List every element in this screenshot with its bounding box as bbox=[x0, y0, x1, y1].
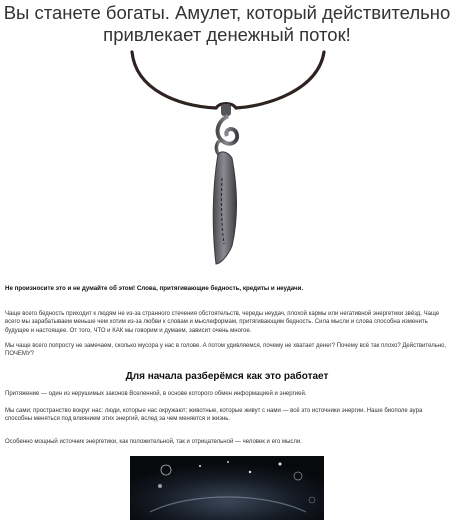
paragraph-3: Притяжение — один из нерушимых законов Вселенной, в основе которого обмен информацией и энергией. bbox=[5, 391, 307, 397]
amulet-illustration bbox=[128, 50, 326, 268]
amulet-hero-image bbox=[128, 50, 326, 268]
paragraph-4: Мы сами; пространство вокруг нас: люди, которые нас окружают; животные, которые живут с нами — всё это источники энергии. Наше биополе аура способны меняться под влиянием этих энергий, вслед за чем меняется и жизнь. bbox=[5, 408, 423, 423]
article-headline: Вы станете богаты. Амулет, который действительно привлекает денежный поток! bbox=[3, 2, 451, 45]
paragraph-1: Чаще всего бедность приходит к людям не из-за странного стечения обстоятельств, череды неудач, плохой кармы или негативной энергетики звёзд. Чаще всего мы зарабатываем меньше чем хотим из-за любви к словам и мыслеформам, притягивающим бедность. Сила мысли и слова способна изменить будущее и настоящее. От того, ЧТО и КАК мы говорим и думаем, зависит очень многое. bbox=[5, 311, 440, 334]
paragraph-2: Мы чаще всего попросту не замечаем, сколько мусора у нас в голове. А потом удивляемся, почему не хватает денег? Почему всё так плохо? Действительно, ПОЧЕМУ? bbox=[5, 343, 447, 358]
paragraph-5: Особенно мощный источник энергетики, как положительной, так и отрицательной — человек и его мысли. bbox=[5, 439, 302, 445]
section-subheading: Для начала разберёмся как это работает bbox=[125, 371, 329, 382]
cosmic-eye-illustration bbox=[130, 456, 324, 520]
cosmic-eye-image bbox=[130, 456, 324, 520]
lead-paragraph: Не произносите это и не думайте об этом! Слова, притягивающие бедность, кредиты и неудачи. bbox=[5, 285, 304, 292]
